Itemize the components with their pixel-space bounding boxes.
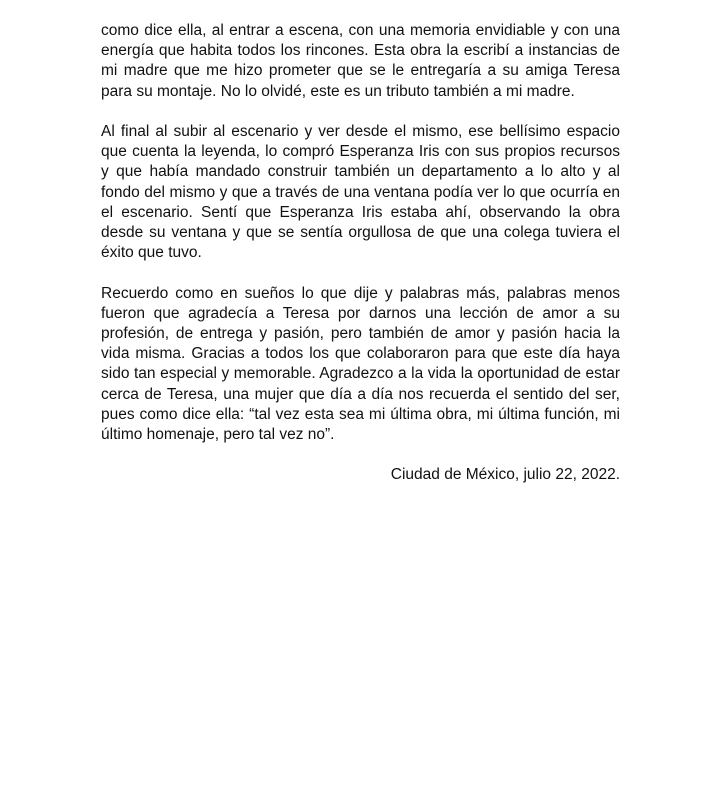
paragraph-stage: Al final al subir al escenario y ver desde el mismo, ese bellísimo espacio que cuenta la leyenda, lo compró Esperanza Iris con sus propios recursos y que había mandado construir también un departamento a lo alto y al fondo del mismo y que a través de una ventana podía ver lo que ocurría en el escenario. Sentí que Esperanza Iris estaba ahí, observando la obra desde su ventana y que se sentía orgullosa de que una colega tuviera el éxito que tuvo. xyxy=(101,123,620,262)
paragraph-gratitude: Recuerdo como en sueños lo que dije y palabras más, palabras menos fueron que agradecía a Teresa por darnos una lección de amor a su profesión, de entrega y pasión, pero también de amor y pasión hacia la vida misma. Gracias a todos los que colaboraron para que este día haya sido tan especial y memorable. Agradezco a la vida la oportunidad de estar cerca de Teresa, una mujer que día a día nos recuerda el sentido del ser, pues como dice ella: “tal vez esta sea mi última obra, mi última función, mi último homenaje, pero tal vez no”. xyxy=(101,284,620,444)
place-date-closing: Ciudad de México, julio 22, 2022. xyxy=(390,466,620,484)
paragraph-tribute: como dice ella, al entrar a escena, con una memoria envidiable y con una energía que habita todos los rincones. Esta obra la escribí a instancias de mi madre que me hizo prometer que se le entregaría a su amiga Teresa para su montaje. No lo olvidé, este es un tributo también a mi madre. xyxy=(101,22,620,100)
document-body xyxy=(101,21,620,486)
